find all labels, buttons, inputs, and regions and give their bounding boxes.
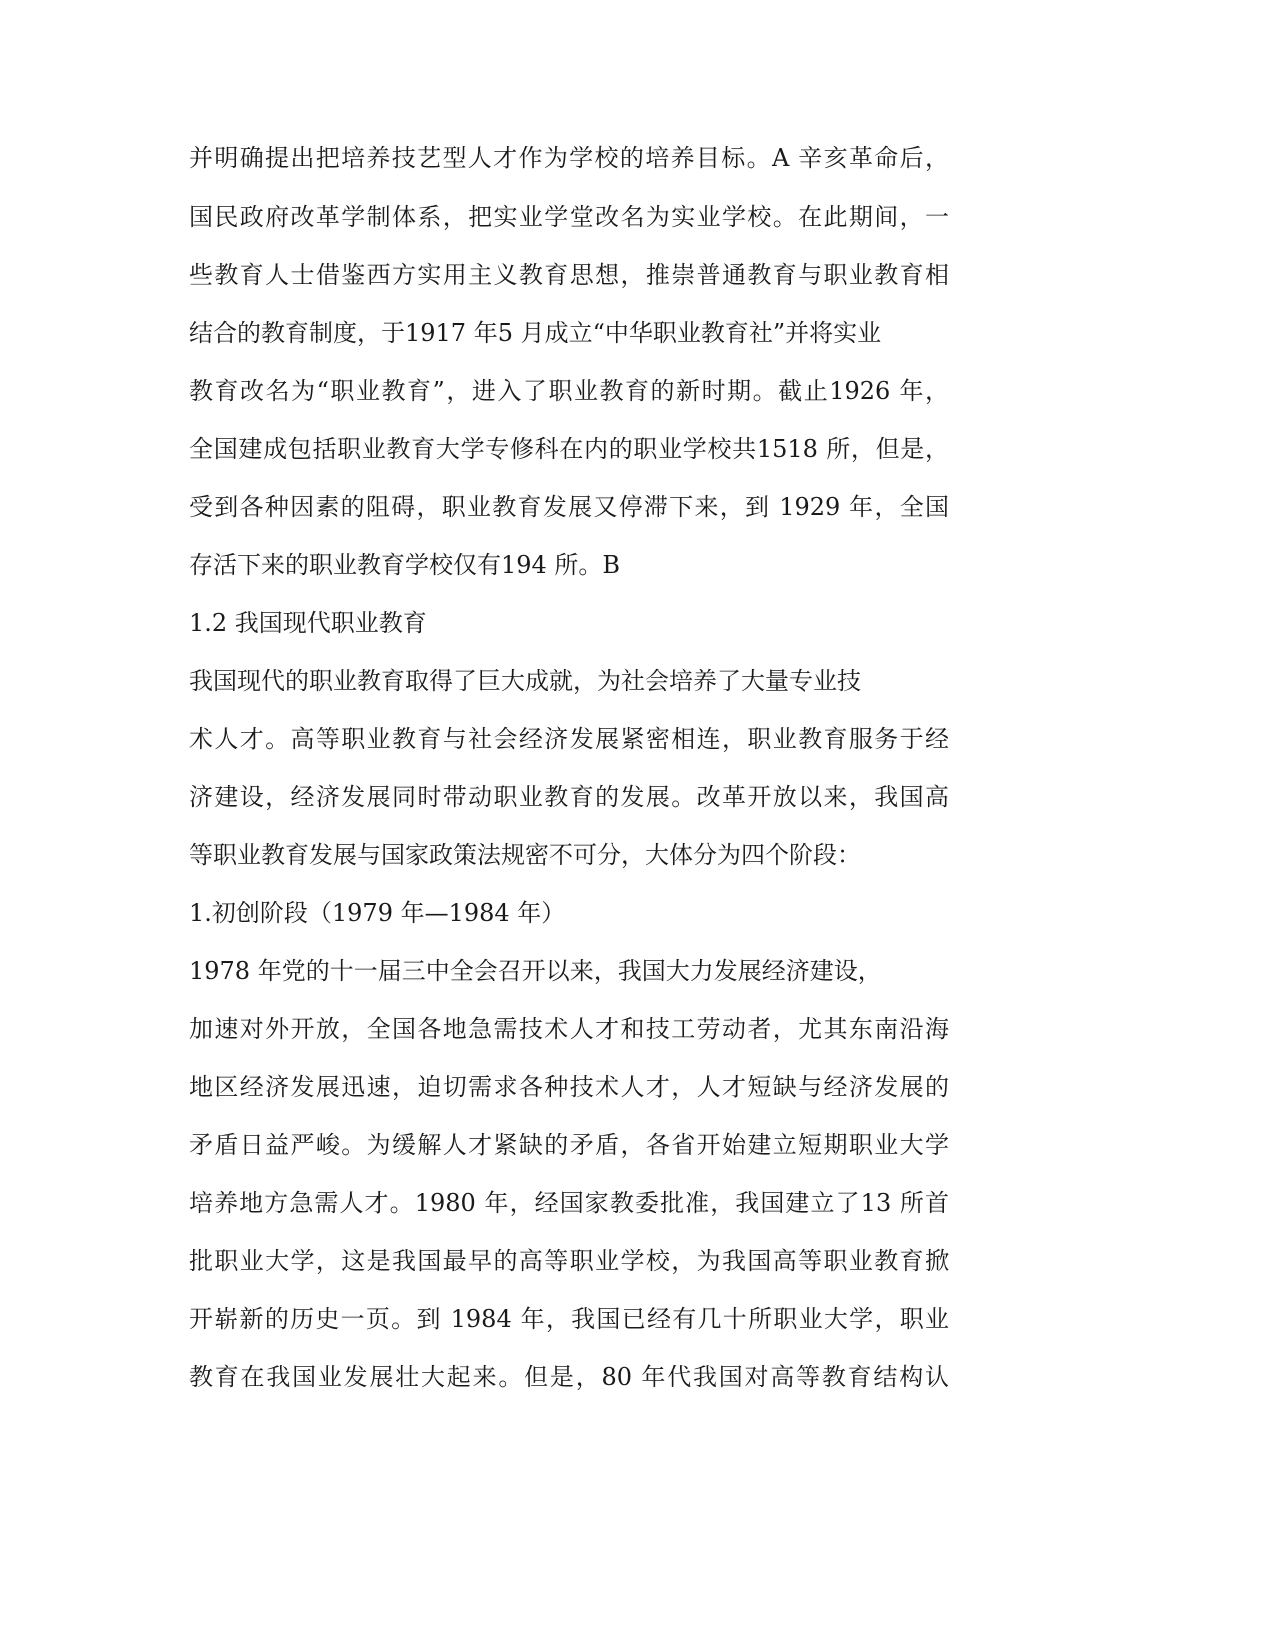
text-line: 并明确提出把培养技艺型人才作为学校的培养目标。A 辛亥革命后， xyxy=(189,144,949,172)
text-line: 地区经济发展迅速，迫切需求各种技术人才，人才短缺与经济发展的 xyxy=(189,1073,949,1101)
text-line: 存活下来的职业教育学校仅有194 所。B xyxy=(189,551,621,579)
text-line: 矛盾日益严峻。为缓解人才紧缺的矛盾，各省开始建立短期职业大学 xyxy=(189,1131,949,1159)
text-line: 术人才。高等职业教育与社会经济发展紧密相连，职业教育服务于经 xyxy=(189,725,949,753)
text-line: 教育改名为“职业教育”，进入了职业教育的新时期。截止1926 年， xyxy=(189,377,949,405)
text-line: 受到各种因素的阻碍，职业教育发展又停滞下来，到 1929 年，全国 xyxy=(189,493,949,521)
text-line: 1978 年党的十一届三中全会召开以来，我国大力发展经济建设， xyxy=(189,957,882,985)
text-line: 结合的教育制度，于1917 年5 月成立“中华职业教育社”并将实业 xyxy=(189,319,882,347)
text-line: 批职业大学，这是我国最早的高等职业学校，为我国高等职业教育掀 xyxy=(189,1247,949,1275)
subsection-heading: 1.初创阶段（1979 年—1984 年） xyxy=(189,899,566,927)
text-line: 加速对外开放，全国各地急需技术人才和技工劳动者，尤其东南沿海 xyxy=(189,1015,949,1043)
text-line: 开崭新的历史一页。到 1984 年，我国已经有几十所职业大学，职业 xyxy=(189,1305,949,1333)
text-line: 等职业教育发展与国家政策法规密不可分，大体分为四个阶段： xyxy=(189,841,861,869)
text-line: 国民政府改革学制体系，把实业学堂改名为实业学校。在此期间，一 xyxy=(189,203,949,231)
text-line: 些教育人士借鉴西方实用主义教育思想，推崇普通教育与职业教育相 xyxy=(189,261,949,289)
text-line: 济建设，经济发展同时带动职业教育的发展。改革开放以来，我国高 xyxy=(189,783,949,811)
text-line: 培养地方急需人才。1980 年，经国家教委批准，我国建立了13 所首 xyxy=(189,1189,949,1217)
text-line: 我国现代的职业教育取得了巨大成就，为社会培养了大量专业技 xyxy=(189,667,861,695)
section-heading: 1.2 我国现代职业教育 xyxy=(189,609,427,637)
text-line: 教育在我国业发展壮大起来。但是，80 年代我国对高等教育结构认 xyxy=(189,1363,949,1391)
text-line: 全国建成包括职业教育大学专修科在内的职业学校共1518 所，但是， xyxy=(189,435,949,463)
